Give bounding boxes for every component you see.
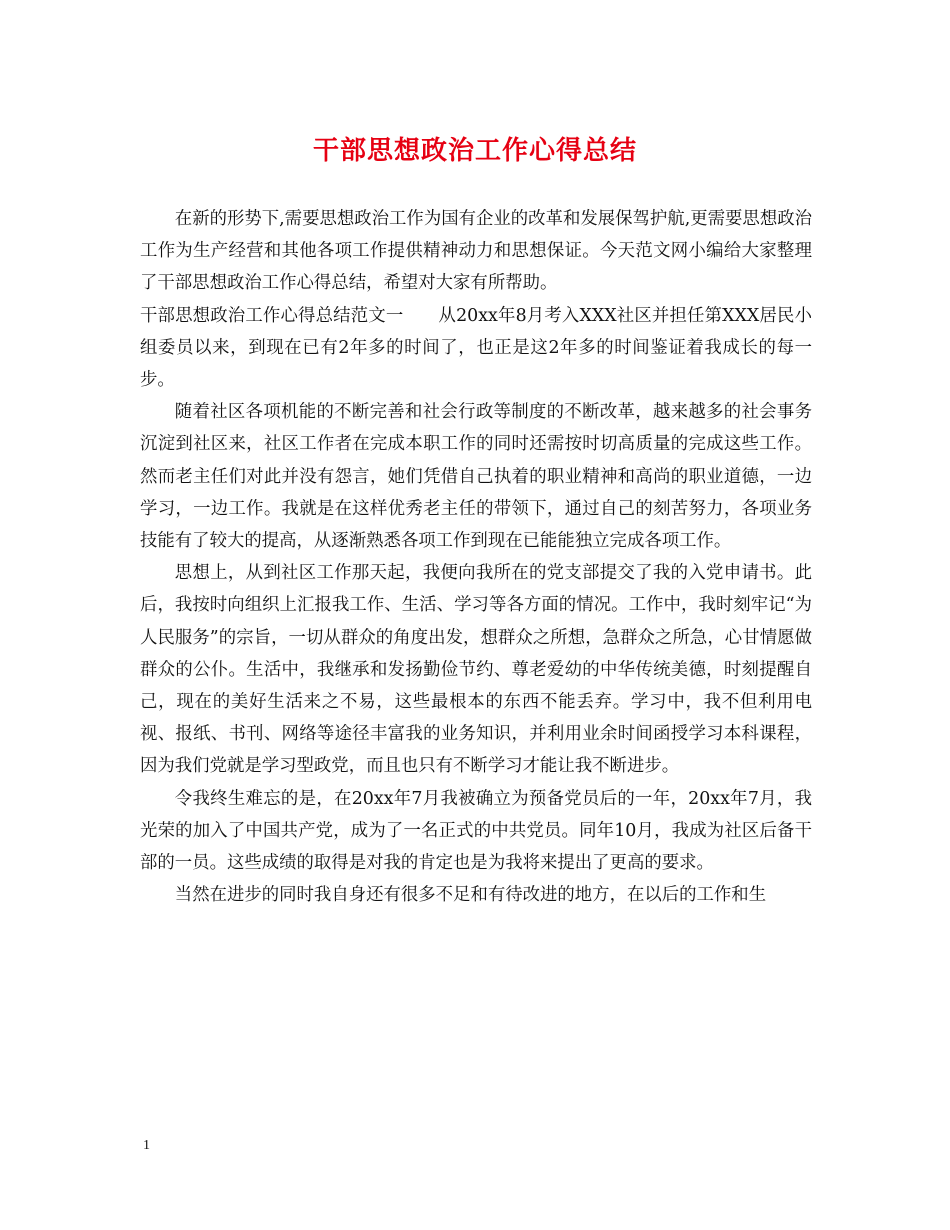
paragraph-shortcomings: 当然在进步的同时我自身还有很多不足和有待改进的地方，在以后的工作和生 [174, 885, 767, 906]
document-body [140, 203, 812, 911]
paragraph-thought: 思想上，从到社区工作那天起，我便向我所在的党支部提交了我的入党申请书。此后，我按时向组织上汇报我工作、生活、学习等各方面的情况。工作中，我时刻牢记“为人民服务”的宗旨，一切从群众的角度出发，想群众之所想，急群众之所急，心甘情愿做群众的公仆。生活中，我继承和发扬勤俭节约、尊老爱幼的中华传统美德，时刻提醒自己，现在的美好生活来之不易，这些最根本的东西不能丢弃。学习中，我不但利用电视、报纸、书刊、网络等途径丰富我的业务知识，并利用业余时间函授学习本科课程，因为我们党就是学习型政党，而且也只有不断学习才能让我不断进步。 [140, 563, 812, 777]
paragraph-sample-one: 干部思想政治工作心得总结范文一 从20xx年8月考入XXX社区并担任第XXX居民小组委员以来，到现在已有2年多的时间了，也正是这2年多的时间鉴证着我成长的每一步。 [140, 305, 812, 391]
paragraph-community-work: 随着社区各项机能的不断完善和社会行政等制度的不断改革，越来越多的社会事务沉淀到社区来，社区工作者在完成本职工作的同时还需按时切高质量的完成这些工作。然而老主任们对此并没有怨言，她们凭借自己执着的职业精神和高尚的职业道德，一边学习，一边工作。我就是在这样优秀老主任的带领下，通过自己的刻苦努力，各项业务技能有了较大的提高，从逐渐熟悉各项工作到现在已能能独立完成各项工作。 [140, 402, 812, 552]
paragraph-party-membership: 令我终生难忘的是，在20xx年7月我被确立为预备党员后的一年，20xx年7月，我光荣的加入了中国共产党，成为了一名正式的中共党员。同年10月，我成为社区后备干部的一员。这些成绩的取得是对我的肯定也是为我将来提出了更高的要求。 [140, 788, 812, 874]
paragraph-intro: 在新的形势下,需要思想政治工作为国有企业的改革和发展保驾护航,更需要思想政治工作为生产经营和其他各项工作提供精神动力和思想保证。今天范文网小编给大家整理了干部思想政治工作心得总结，希望对大家有所帮助。 [140, 209, 812, 294]
document-title: 干部思想政治工作心得总结 [312, 136, 637, 166]
page-number: 1 [143, 1138, 150, 1153]
